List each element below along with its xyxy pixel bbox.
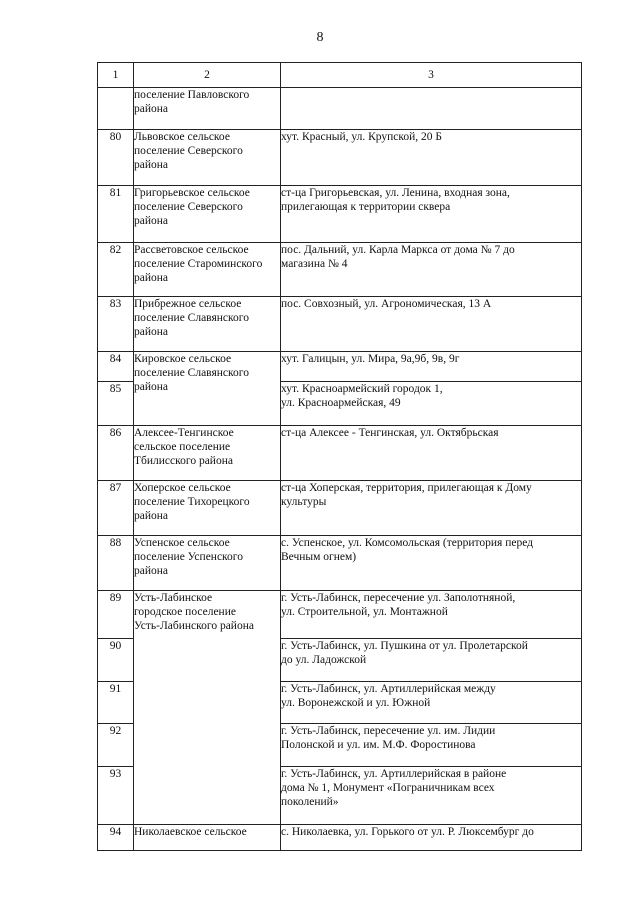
row-number: 94	[98, 825, 134, 851]
row-number: 89	[98, 591, 134, 639]
address-cell: хут. Галицын, ул. Мира, 9а,9б, 9в, 9г	[281, 352, 582, 382]
row-number: 91	[98, 682, 134, 724]
address-cell: с. Успенское, ул. Комсомольская (территория перед Вечным огнем)	[281, 536, 582, 591]
row-number: 82	[98, 243, 134, 297]
address-cell: г. Усть-Лабинск, пересечение ул. им. Лидии Полонской и ул. им. М.Ф. Форостинова	[281, 724, 582, 767]
table-row	[98, 297, 582, 352]
row-number: 80	[98, 130, 134, 186]
table-header-row	[98, 63, 582, 88]
address-cell: г. Усть-Лабинск, пересечение ул. Заполотняной, ул. Строительной, ул. Монтажной	[281, 591, 582, 639]
column-header-number: 1	[98, 63, 134, 88]
table-row	[98, 481, 582, 536]
row-number: 93	[98, 767, 134, 825]
row-number: 85	[98, 382, 134, 426]
column-header-address: 3	[281, 63, 582, 88]
address-cell: г. Усть-Лабинск, ул. Артиллерийская в районе дома № 1, Монумент «Пограничникам всех поколений»	[281, 767, 582, 825]
settlement-cell: Львовское сельское поселение Северского района	[134, 130, 281, 186]
settlement-cell: Григорьевское сельское поселение Северского района	[134, 186, 281, 243]
page-number: 8	[316, 30, 324, 45]
row-number: 86	[98, 426, 134, 481]
table-row	[98, 352, 582, 382]
address-cell: пос. Дальний, ул. Карла Маркса от дома № 7 до магазина № 4	[281, 243, 582, 297]
row-number: 90	[98, 639, 134, 682]
address-cell: г. Усть-Лабинск, ул. Артиллерийская между ул. Воронежской и ул. Южной	[281, 682, 582, 724]
settlement-cell: Хоперское сельское поселение Тихорецкого района	[134, 481, 281, 536]
table-row	[98, 591, 582, 639]
table-row	[98, 130, 582, 186]
table-row	[98, 88, 582, 130]
address-cell: с. Николаевка, ул. Горького от ул. Р. Люксембург до	[281, 825, 582, 851]
address-cell	[281, 88, 582, 130]
address-cell: хут. Красный, ул. Крупской, 20 Б	[281, 130, 582, 186]
row-number: 87	[98, 481, 134, 536]
address-cell: ст-ца Григорьевская, ул. Ленина, входная зона, прилегающая к территории сквера	[281, 186, 582, 243]
table-row	[98, 426, 582, 481]
settlement-cell: Прибрежное сельское поселение Славянского района	[134, 297, 281, 352]
address-cell: г. Усть-Лабинск, ул. Пушкина от ул. Пролетарской до ул. Ладожской	[281, 639, 582, 682]
row-number: 92	[98, 724, 134, 767]
settlement-cell: Успенское сельское поселение Успенского района	[134, 536, 281, 591]
row-number: 84	[98, 352, 134, 382]
settlement-cell: поселение Павловского района	[134, 88, 281, 130]
settlement-cell: Кировское сельское поселение Славянского района	[134, 352, 281, 426]
address-cell: хут. Красноармейский городок 1, ул. Красноармейская, 49	[281, 382, 582, 426]
settlement-cell: Николаевское сельское	[134, 825, 281, 851]
table-row	[98, 243, 582, 297]
table-row	[98, 825, 582, 851]
table-row	[98, 536, 582, 591]
address-cell: ст-ца Алексее - Тенгинская, ул. Октябрьская	[281, 426, 582, 481]
row-number: 83	[98, 297, 134, 352]
settlement-cell: Рассветовское сельское поселение Староминского района	[134, 243, 281, 297]
settlements-table	[97, 62, 582, 851]
address-cell: пос. Совхозный, ул. Агрономическая, 13 А	[281, 297, 582, 352]
row-number: 81	[98, 186, 134, 243]
settlement-cell: Алексее-Тенгинское сельское поселение Тбилисского района	[134, 426, 281, 481]
row-number: 88	[98, 536, 134, 591]
address-cell: ст-ца Хоперская, территория, прилегающая к Дому культуры	[281, 481, 582, 536]
settlement-cell: Усть-Лабинское городское поселение Усть-Лабинского района	[134, 591, 281, 825]
table-row	[98, 186, 582, 243]
row-number	[98, 88, 134, 130]
column-header-settlement: 2	[134, 63, 281, 88]
